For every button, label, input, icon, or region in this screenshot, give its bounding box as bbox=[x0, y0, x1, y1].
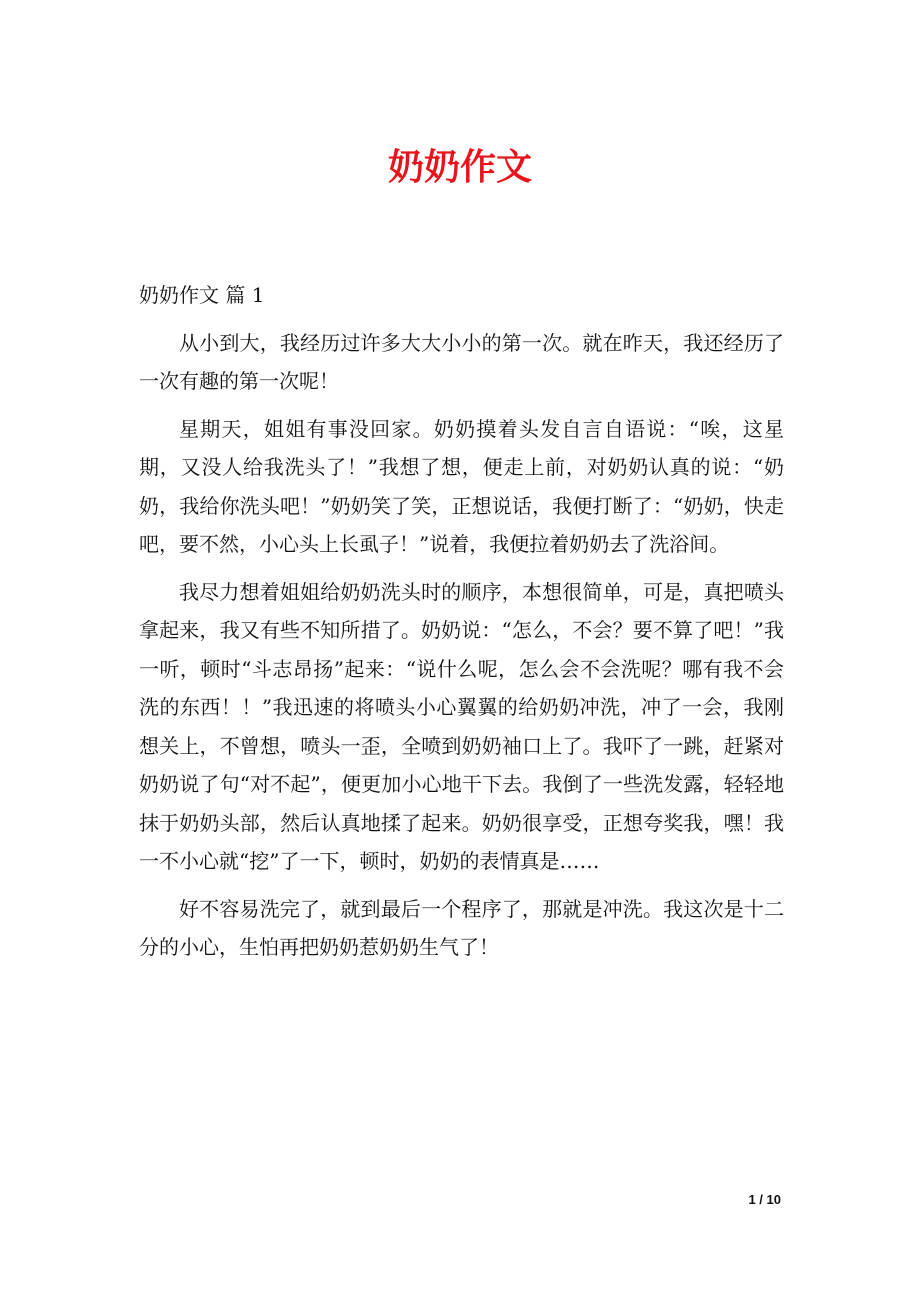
paragraph: 我尽力想着姐姐给奶奶洗头时的顺序，本想很简单，可是，真把喷头拿起来，我又有些不知所措了。奶奶说：“怎么，不会？要不算了吧！”我一听，顿时“斗志昂扬”起来：“说什么呢，怎么会不会洗呢？哪有我不会洗的东西！！”我迅速的将喷头小心翼翼的给奶奶冲洗，冲了一会，我刚想关上，不曾想，喷头一歪，全喷到奶奶袖口上了。我吓了一跳，赶紧对奶奶说了句“对不起”，便更加小心地干下去。我倒了一些洗发露，轻轻地抹于奶奶头部，然后认真地揉了起来。奶奶很享受，正想夸奖我，嘿！我一不小心就“挖”了一下，顿时，奶奶的表情真是…… bbox=[139, 579, 784, 873]
paragraph: 星期天，姐姐有事没回家。奶奶摸着头发自言自语说：“唉，这星期，又没人给我洗头了！”我想了想，便走上前，对奶奶认真的说：“奶奶，我给你洗头吧！”奶奶笑了笑，正想说话，我便打断了：“奶奶，快走吧，要不然，小心头上长虱子！”说着，我便拉着奶奶去了洗浴间。 bbox=[139, 416, 784, 556]
page-number: 1 / 10 bbox=[748, 1192, 781, 1207]
document-body bbox=[139, 276, 784, 976]
paragraph: 从小到大，我经历过许多大大小小的第一次。就在昨天，我还经历了一次有趣的第一次呢！ bbox=[139, 330, 784, 393]
paragraph: 好不容易洗完了，就到最后一个程序了，那就是冲洗。我这次是十二分的小心，生怕再把奶奶惹奶奶生气了！ bbox=[139, 896, 784, 959]
section-heading: 奶奶作文 篇 1 bbox=[139, 283, 265, 307]
document-title: 奶奶作文 bbox=[387, 146, 532, 188]
